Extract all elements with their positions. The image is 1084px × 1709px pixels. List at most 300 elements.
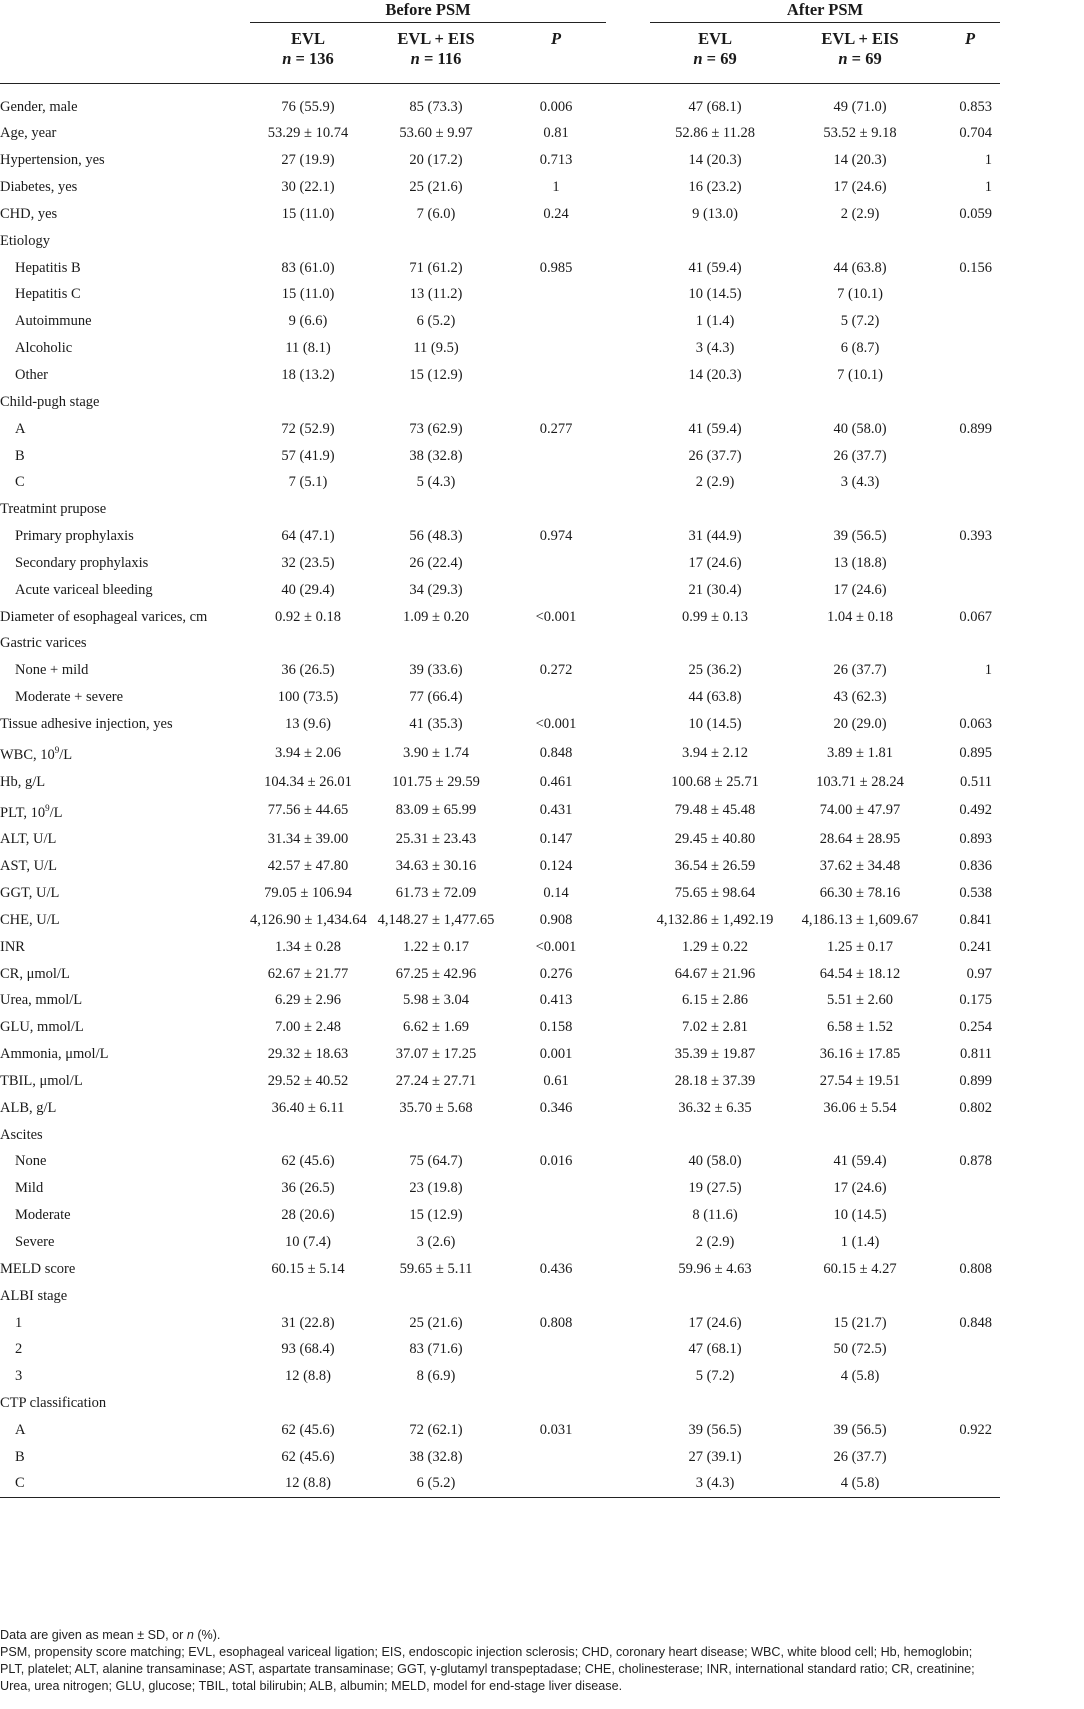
table-row: [0, 1470, 1000, 1497]
col-n: n = 136: [282, 49, 334, 68]
cell-p-after: 0.241: [959, 938, 993, 955]
row-label: Ammonia, μmol/L: [0, 1046, 109, 1063]
cell-p-after: 0.802: [959, 1099, 993, 1116]
cell-evl-eis-before: 27.24 ± 27.71: [395, 1072, 477, 1089]
cell-evl-after: 36.32 ± 6.35: [678, 1099, 752, 1116]
cell-evl-after: [650, 227, 780, 254]
cell-evl-eis-before: 34.63 ± 30.16: [395, 858, 477, 875]
col-header-evl-eis-before: [366, 23, 506, 84]
cell-p-after: [940, 442, 1000, 469]
cell-evl-eis-after: 3.89 ± 1.81: [827, 744, 894, 761]
table-row: [0, 684, 1000, 711]
column-gap: [606, 1175, 650, 1202]
cell-evl-eis-before: 41 (35.3): [409, 715, 463, 732]
column-gap: [606, 335, 650, 362]
cell-evl-eis-before: 20 (17.2): [409, 152, 463, 169]
cell-evl-before: 6.29 ± 2.96: [275, 992, 341, 1009]
table-row: [0, 550, 1000, 577]
cell-p-after: [940, 1443, 1000, 1470]
row-label: Treatmint prupose: [0, 501, 107, 518]
column-gap: [606, 826, 650, 853]
cell-evl-after: 3.94 ± 2.12: [682, 744, 749, 761]
cell-evl-after: 17 (24.6): [688, 1314, 742, 1331]
table-row: [0, 1175, 1000, 1202]
cell-p-after: [940, 496, 1000, 523]
row-label: GGT, U/L: [0, 885, 60, 902]
row-label: C: [0, 1470, 250, 1497]
cell-evl-eis-before: 67.25 ± 42.96: [395, 965, 477, 982]
cell-evl-eis-after: [780, 496, 940, 523]
cell-p-after: 0.811: [959, 1046, 993, 1063]
cell-evl-eis-before: 25 (21.6): [409, 179, 463, 196]
table-row: [0, 308, 1000, 335]
cell-p-after: 0.899: [959, 420, 993, 437]
cell-p-before: [506, 469, 606, 496]
cell-evl-eis-after: 1.25 ± 0.17: [827, 938, 894, 955]
cell-evl-eis-before: 15 (12.9): [409, 1207, 463, 1224]
col-header-evl-eis-after: [780, 23, 940, 84]
cell-evl-eis-before: 26 (22.4): [409, 554, 463, 571]
cell-evl-eis-after: 4 (5.8): [780, 1470, 940, 1497]
table-row: [0, 1014, 1000, 1041]
cell-evl-before: 42.57 ± 47.80: [267, 858, 349, 875]
cell-p-before: 0.985: [539, 259, 573, 276]
row-label: CR, μmol/L: [0, 965, 70, 982]
row-label: INR: [0, 938, 25, 955]
group-after-psm: After PSM: [650, 0, 1000, 23]
cell-evl-eis-after: [780, 1282, 940, 1309]
cell-p-before: <0.001: [535, 938, 577, 955]
column-gap: [606, 84, 650, 121]
cell-evl-eis-after: [780, 1390, 940, 1417]
cell-evl-after: 14 (20.3): [688, 367, 742, 384]
cell-evl-before: 79.05 ± 106.94: [264, 885, 352, 902]
cell-evl-after: 14 (20.3): [688, 152, 742, 169]
row-label: MELD score: [0, 1260, 76, 1277]
cell-evl-eis-before: 35.70 ± 5.68: [399, 1099, 473, 1116]
column-gap: [606, 1282, 650, 1309]
cell-p-after: 0.704: [959, 125, 993, 142]
cell-evl-eis-after: 26 (37.7): [833, 1448, 887, 1465]
cell-evl-after: 8 (11.6): [692, 1207, 738, 1224]
cell-evl-eis-after: 26 (37.7): [833, 447, 887, 464]
cell-evl-before: 31.34 ± 39.00: [267, 831, 349, 848]
column-gap: [606, 684, 650, 711]
cell-evl-eis-after: 5 (7.2): [840, 313, 880, 330]
cell-evl-after: 1.29 ± 0.22: [682, 938, 749, 955]
row-label: Tissue adhesive injection, yes: [0, 715, 173, 732]
cell-evl-eis-before: 38 (32.8): [409, 447, 463, 464]
cell-evl-eis-after: 14 (20.3): [833, 152, 887, 169]
cell-p-after: [940, 362, 1000, 389]
cell-p-before: [506, 684, 606, 711]
cell-p-after: [940, 469, 1000, 496]
cell-evl-eis-before: 101.75 ± 29.59: [392, 773, 480, 790]
row-label: Severe: [15, 1233, 55, 1250]
row-label: TBIL, μmol/L: [0, 1072, 83, 1089]
table-row: [0, 496, 1000, 523]
cell-evl-before: 36.40 ± 6.11: [271, 1099, 345, 1116]
cell-p-after: [940, 1229, 1000, 1256]
table-row: [0, 254, 1000, 281]
cell-evl-eis-after: 26 (37.7): [833, 662, 887, 679]
cell-p-after: 0.848: [959, 1314, 993, 1331]
table-row: [0, 362, 1000, 389]
cell-p-before: [506, 281, 606, 308]
table-row: [0, 1255, 1000, 1282]
cell-evl-after: 16 (23.2): [688, 179, 742, 196]
cell-evl-eis-after: 17 (24.6): [833, 581, 887, 598]
col-name: EVL + EIS: [397, 29, 475, 48]
cell-evl-after: 31 (44.9): [688, 528, 742, 545]
footnote-abbreviations: PSM, propensity score matching; EVL, esophageal variceal ligation; EIS, endoscopic injection sclerosis; CHD, coronary heart disease; WBC, white blood cell; Hb, hemoglobin; PLT, platelet; ALT, alanine transaminase; AST, aspartate transaminase; GGT, γ-glutamyl transpeptadase; CHE, cholinesterase; INR, international standard ratio; CR, creatinine; Urea, urea nitrogen; GLU, glucose; TBIL, total bilirubin; ALB, albumin; MELD, model for end-stage liver disease.: [0, 1645, 975, 1693]
cell-evl-before: 28 (20.6): [281, 1207, 335, 1224]
column-gap: [606, 1094, 650, 1121]
cell-p-after: 0.511: [959, 773, 993, 790]
cell-evl-eis-after: 5.51 ± 2.60: [827, 992, 894, 1009]
cell-p-after: 0.899: [959, 1072, 993, 1089]
cell-p-before: [506, 335, 606, 362]
cell-p-before: 0.848: [539, 744, 573, 761]
cell-evl-before: [250, 227, 366, 254]
table-row: [0, 1148, 1000, 1175]
cell-evl-before: 27 (19.9): [281, 152, 335, 169]
cell-evl-before: 12 (8.8): [285, 1368, 331, 1385]
cell-p-before: [506, 576, 606, 603]
table-row: [0, 576, 1000, 603]
column-gap: [606, 657, 650, 684]
table-row: [0, 657, 1000, 684]
cell-evl-before: 7 (5.1): [288, 474, 328, 491]
cell-evl-eis-before: 37.07 ± 17.25: [395, 1046, 477, 1063]
cell-evl-eis-before: 13 (11.2): [409, 286, 463, 303]
cell-p-before: 0.431: [539, 802, 573, 819]
cell-evl-eis-after: 49 (71.0): [833, 99, 887, 115]
cell-evl-eis-after: 103.71 ± 28.24: [816, 773, 904, 790]
cell-p-after: 1: [984, 152, 993, 169]
cell-p-before: 0.031: [539, 1421, 573, 1438]
cell-p-before: 0.81: [543, 125, 569, 142]
cell-evl-eis-before: 6 (5.2): [366, 1470, 506, 1497]
cell-evl-eis-after: 13 (18.8): [833, 554, 887, 571]
cell-evl-eis-after: 17 (24.6): [833, 1180, 887, 1197]
table-footnotes: [0, 1627, 1000, 1695]
cell-p-before: [506, 388, 606, 415]
cell-evl-eis-after: 60.15 ± 4.27: [823, 1260, 897, 1277]
cell-evl-after: 2 (2.9): [695, 474, 735, 491]
cell-evl-eis-after: [780, 388, 940, 415]
cell-p-after: [940, 1121, 1000, 1148]
cell-evl-before: [250, 630, 366, 657]
table-row: [0, 335, 1000, 362]
cell-evl-before: 62 (45.6): [281, 1448, 335, 1465]
column-gap: [606, 906, 650, 933]
cell-evl-eis-before: 83.09 ± 65.99: [395, 802, 477, 819]
cell-evl-after: 47 (68.1): [688, 99, 742, 115]
row-label: Ascites: [0, 1126, 43, 1143]
cell-evl-before: [250, 388, 366, 415]
cell-p-after: [940, 1282, 1000, 1309]
cell-evl-eis-before: 71 (61.2): [409, 259, 463, 276]
cell-evl-after: 10 (14.5): [688, 286, 742, 303]
column-gap: [606, 1202, 650, 1229]
cell-p-before: 0.277: [539, 420, 573, 437]
group-header-row: [0, 0, 1000, 23]
cell-evl-eis-before: 3 (2.6): [416, 1233, 456, 1250]
column-gap: [606, 1014, 650, 1041]
col-header-evl-after: [650, 23, 780, 84]
cell-p-before: [506, 1121, 606, 1148]
column-gap: [606, 442, 650, 469]
cell-evl-eis-before: 85 (73.3): [409, 99, 463, 115]
row-label: Hepatitis B: [15, 259, 81, 276]
column-gap: [606, 853, 650, 880]
cell-p-after: 0.893: [959, 831, 993, 848]
cell-evl-eis-before: 83 (71.6): [409, 1341, 463, 1358]
table-row: [0, 442, 1000, 469]
cell-evl-after: 0.99 ± 0.13: [682, 608, 749, 625]
cell-evl-before: 104.34 ± 26.01: [264, 773, 352, 790]
cell-evl-after: 59.96 ± 4.63: [678, 1260, 752, 1277]
cell-p-after: [940, 388, 1000, 415]
column-gap: [606, 1229, 650, 1256]
cell-evl-after: 41 (59.4): [688, 259, 742, 276]
cell-evl-eis-after: 27.54 ± 19.51: [819, 1072, 901, 1089]
row-label: Moderate: [15, 1207, 71, 1224]
cell-evl-eis-after: 6.58 ± 1.52: [827, 1019, 894, 1036]
table-row: [0, 469, 1000, 496]
cell-evl-eis-after: 7 (10.1): [837, 367, 883, 384]
cell-evl-eis-after: 39 (56.5): [833, 1421, 887, 1438]
table-row: [0, 630, 1000, 657]
cell-p-after: 0.853: [959, 99, 993, 115]
cell-evl-before: 36 (26.5): [281, 1180, 335, 1197]
row-label: GLU, mmol/L: [0, 1019, 84, 1036]
cell-p-before: [506, 227, 606, 254]
cell-evl-after: 2 (2.9): [695, 1233, 735, 1250]
cell-p-before: [506, 550, 606, 577]
cell-evl-before: 29.32 ± 18.63: [267, 1046, 349, 1063]
cell-evl-before: 53.29 ± 10.74: [267, 125, 349, 142]
table-row: [0, 987, 1000, 1014]
table-row: [0, 737, 1000, 768]
cell-evl-after: 35.39 ± 19.87: [674, 1046, 756, 1063]
cell-p-after: [940, 1363, 1000, 1390]
column-gap: [606, 737, 650, 768]
cell-evl-before: 36 (26.5): [281, 662, 335, 679]
row-label: CHE, U/L: [0, 911, 60, 928]
column-gap: [606, 711, 650, 738]
group-before-psm: Before PSM: [250, 0, 606, 23]
cell-p-after: 0.063: [959, 715, 993, 732]
cell-p-after: 0.808: [959, 1260, 993, 1277]
cell-evl-after: 29.45 ± 40.80: [674, 831, 756, 848]
row-label: ALB, g/L: [0, 1099, 57, 1116]
cell-evl-after: 52.86 ± 11.28: [675, 125, 755, 142]
cell-evl-before: [250, 1121, 366, 1148]
cell-p-after: 0.254: [959, 1019, 993, 1036]
table-row: [0, 1282, 1000, 1309]
table-row: [0, 768, 1000, 795]
cell-evl-before: 10 (7.4): [285, 1233, 331, 1250]
cell-evl-eis-before: 23 (19.8): [409, 1180, 463, 1197]
cell-p-before: [506, 1175, 606, 1202]
cell-p-before: [506, 1443, 606, 1470]
column-gap: [606, 1121, 650, 1148]
cell-evl-eis-before: [366, 1282, 506, 1309]
row-label: Acute variceal bleeding: [15, 581, 153, 598]
cell-evl-before: [250, 496, 366, 523]
row-label: Gender, male: [0, 99, 78, 115]
column-gap: [606, 576, 650, 603]
cell-evl-eis-before: 11 (9.5): [413, 340, 459, 357]
table-row: [0, 84, 1000, 121]
row-label: Hb, g/L: [0, 773, 46, 790]
cell-evl-before: 60.15 ± 5.14: [271, 1260, 345, 1277]
table-row: [0, 1363, 1000, 1390]
cell-p-before: [506, 1390, 606, 1417]
cell-evl-eis-before: 75 (64.7): [409, 1153, 463, 1170]
cell-evl-eis-before: 56 (48.3): [409, 528, 463, 545]
cell-evl-before: 93 (68.4): [281, 1341, 335, 1358]
cell-evl-eis-before: 59.65 ± 5.11: [399, 1260, 473, 1277]
cell-p-before: 0.016: [539, 1153, 573, 1170]
cell-p-after: 0.067: [959, 608, 993, 625]
cell-evl-before: 32 (23.5): [281, 554, 335, 571]
cell-evl-eis-after: 44 (63.8): [833, 259, 887, 276]
cell-evl-before: 15 (11.0): [281, 205, 335, 222]
cell-evl-eis-before: 72 (62.1): [409, 1421, 463, 1438]
cell-evl-before: 1.34 ± 0.28: [275, 938, 341, 955]
row-label: WBC, $10^9/L$: [0, 745, 73, 764]
cell-evl-eis-before: 1.09 ± 0.20: [403, 608, 469, 625]
cell-evl-eis-after: 41 (59.4): [833, 1153, 887, 1170]
cell-evl-eis-before: 53.60 ± 9.97: [399, 125, 473, 142]
cell-p-before: [506, 1229, 606, 1256]
cell-evl-eis-after: 17 (24.6): [833, 179, 887, 196]
cell-p-after: [940, 1470, 1000, 1497]
row-label: Secondary prophylaxis: [15, 554, 149, 571]
cell-evl-after: 17 (24.6): [688, 554, 742, 571]
cell-evl-eis-before: 8 (6.9): [416, 1368, 456, 1385]
cell-p-before: 0.346: [539, 1099, 573, 1116]
row-label: CTP classification: [0, 1395, 107, 1412]
cell-p-after: 0.836: [959, 858, 993, 875]
col-header-evl-before: [250, 23, 366, 84]
row-label: None + mild: [15, 662, 89, 679]
cell-evl-before: 62.67 ± 21.77: [267, 965, 349, 982]
table-row: [0, 795, 1000, 826]
cell-evl-before: 13 (9.6): [285, 715, 331, 732]
cell-evl-eis-before: 61.73 ± 72.09: [395, 885, 477, 902]
col-name: EVL: [698, 29, 732, 48]
cell-p-after: [940, 308, 1000, 335]
cell-evl-after: [650, 1282, 780, 1309]
cell-evl-before: 77.56 ± 44.65: [267, 802, 349, 819]
col-n: n = 69: [693, 49, 737, 68]
cell-p-before: [506, 1336, 606, 1363]
column-gap: [606, 1336, 650, 1363]
column-gap: [606, 1390, 650, 1417]
cell-evl-eis-after: 39 (56.5): [833, 528, 887, 545]
cell-p-before: [506, 1202, 606, 1229]
cell-p-after: 0.059: [959, 205, 993, 222]
cell-evl-before: 30 (22.1): [281, 179, 335, 196]
column-gap: [606, 933, 650, 960]
cell-evl-eis-before: 77 (66.4): [409, 689, 463, 706]
row-label: None: [15, 1153, 47, 1170]
cell-p-before: 0.974: [539, 528, 573, 545]
column-gap: [606, 1041, 650, 1068]
cell-evl-after: 4,132.86 ± 1,492.19: [656, 911, 774, 928]
cell-evl-before: 15 (11.0): [281, 286, 335, 303]
row-label: 2: [15, 1341, 23, 1358]
cell-evl-after: 25 (36.2): [688, 662, 742, 679]
cell-evl-eis-before: 3.90 ± 1.74: [403, 744, 469, 761]
cell-p-before: 0.461: [539, 773, 573, 790]
cell-p-after: 1: [984, 179, 993, 196]
cell-p-before: 0.14: [543, 885, 569, 902]
column-gap: [606, 201, 650, 228]
cell-evl-before: 7.00 ± 2.48: [275, 1019, 341, 1036]
cell-evl-before: 11 (8.1): [285, 340, 331, 357]
cell-evl-eis-after: [780, 1121, 940, 1148]
cell-evl-before: 72 (52.9): [281, 420, 335, 437]
column-gap: [606, 254, 650, 281]
cell-evl-after: 27 (39.1): [688, 1448, 742, 1465]
cell-evl-after: 64.67 ± 21.96: [674, 965, 756, 982]
column-gap: [606, 550, 650, 577]
column-gap: [606, 1068, 650, 1095]
cell-evl-before: 62 (45.6): [281, 1153, 335, 1170]
table-row: [0, 281, 1000, 308]
table-row: [0, 933, 1000, 960]
row-label: 3: [15, 1368, 23, 1385]
column-gap: [606, 1443, 650, 1470]
row-label: Child-pugh stage: [0, 393, 100, 410]
cell-evl-eis-after: 4 (5.8): [840, 1368, 880, 1385]
cell-evl-eis-after: [780, 630, 940, 657]
cell-p-before: [506, 1363, 606, 1390]
cell-evl-eis-before: 4,148.27 ± 1,477.65: [377, 911, 495, 928]
cell-evl-eis-before: 6 (5.2): [416, 313, 456, 330]
cell-evl-eis-before: 6.62 ± 1.69: [403, 1019, 469, 1036]
table-row: [0, 826, 1000, 853]
column-gap: [606, 388, 650, 415]
cell-evl-eis-after: [780, 227, 940, 254]
cell-evl-eis-before: 73 (62.9): [409, 420, 463, 437]
column-gap: [606, 523, 650, 550]
column-gap: [606, 1309, 650, 1336]
row-label: C: [15, 474, 25, 491]
row-label: B: [15, 447, 25, 464]
row-label: Alcoholic: [15, 340, 73, 357]
cell-p-after: 1: [984, 662, 993, 679]
cell-evl-eis-after: 3 (4.3): [840, 474, 880, 491]
cell-evl-before: 64 (47.1): [281, 528, 335, 545]
cell-p-before: 0.272: [539, 662, 573, 679]
cell-p-before: [506, 1470, 606, 1497]
row-label: Gastric varices: [0, 635, 87, 652]
col-n: n = 69: [838, 49, 882, 68]
cell-evl-after: 1 (1.4): [695, 313, 735, 330]
cell-evl-after: 3 (4.3): [650, 1470, 780, 1497]
cell-evl-eis-after: 28.64 ± 28.95: [819, 831, 901, 848]
column-gap: [606, 1148, 650, 1175]
row-label: CHD, yes: [0, 205, 58, 222]
cell-evl-before: [250, 1282, 366, 1309]
col-header-p-after: P: [940, 23, 1000, 84]
